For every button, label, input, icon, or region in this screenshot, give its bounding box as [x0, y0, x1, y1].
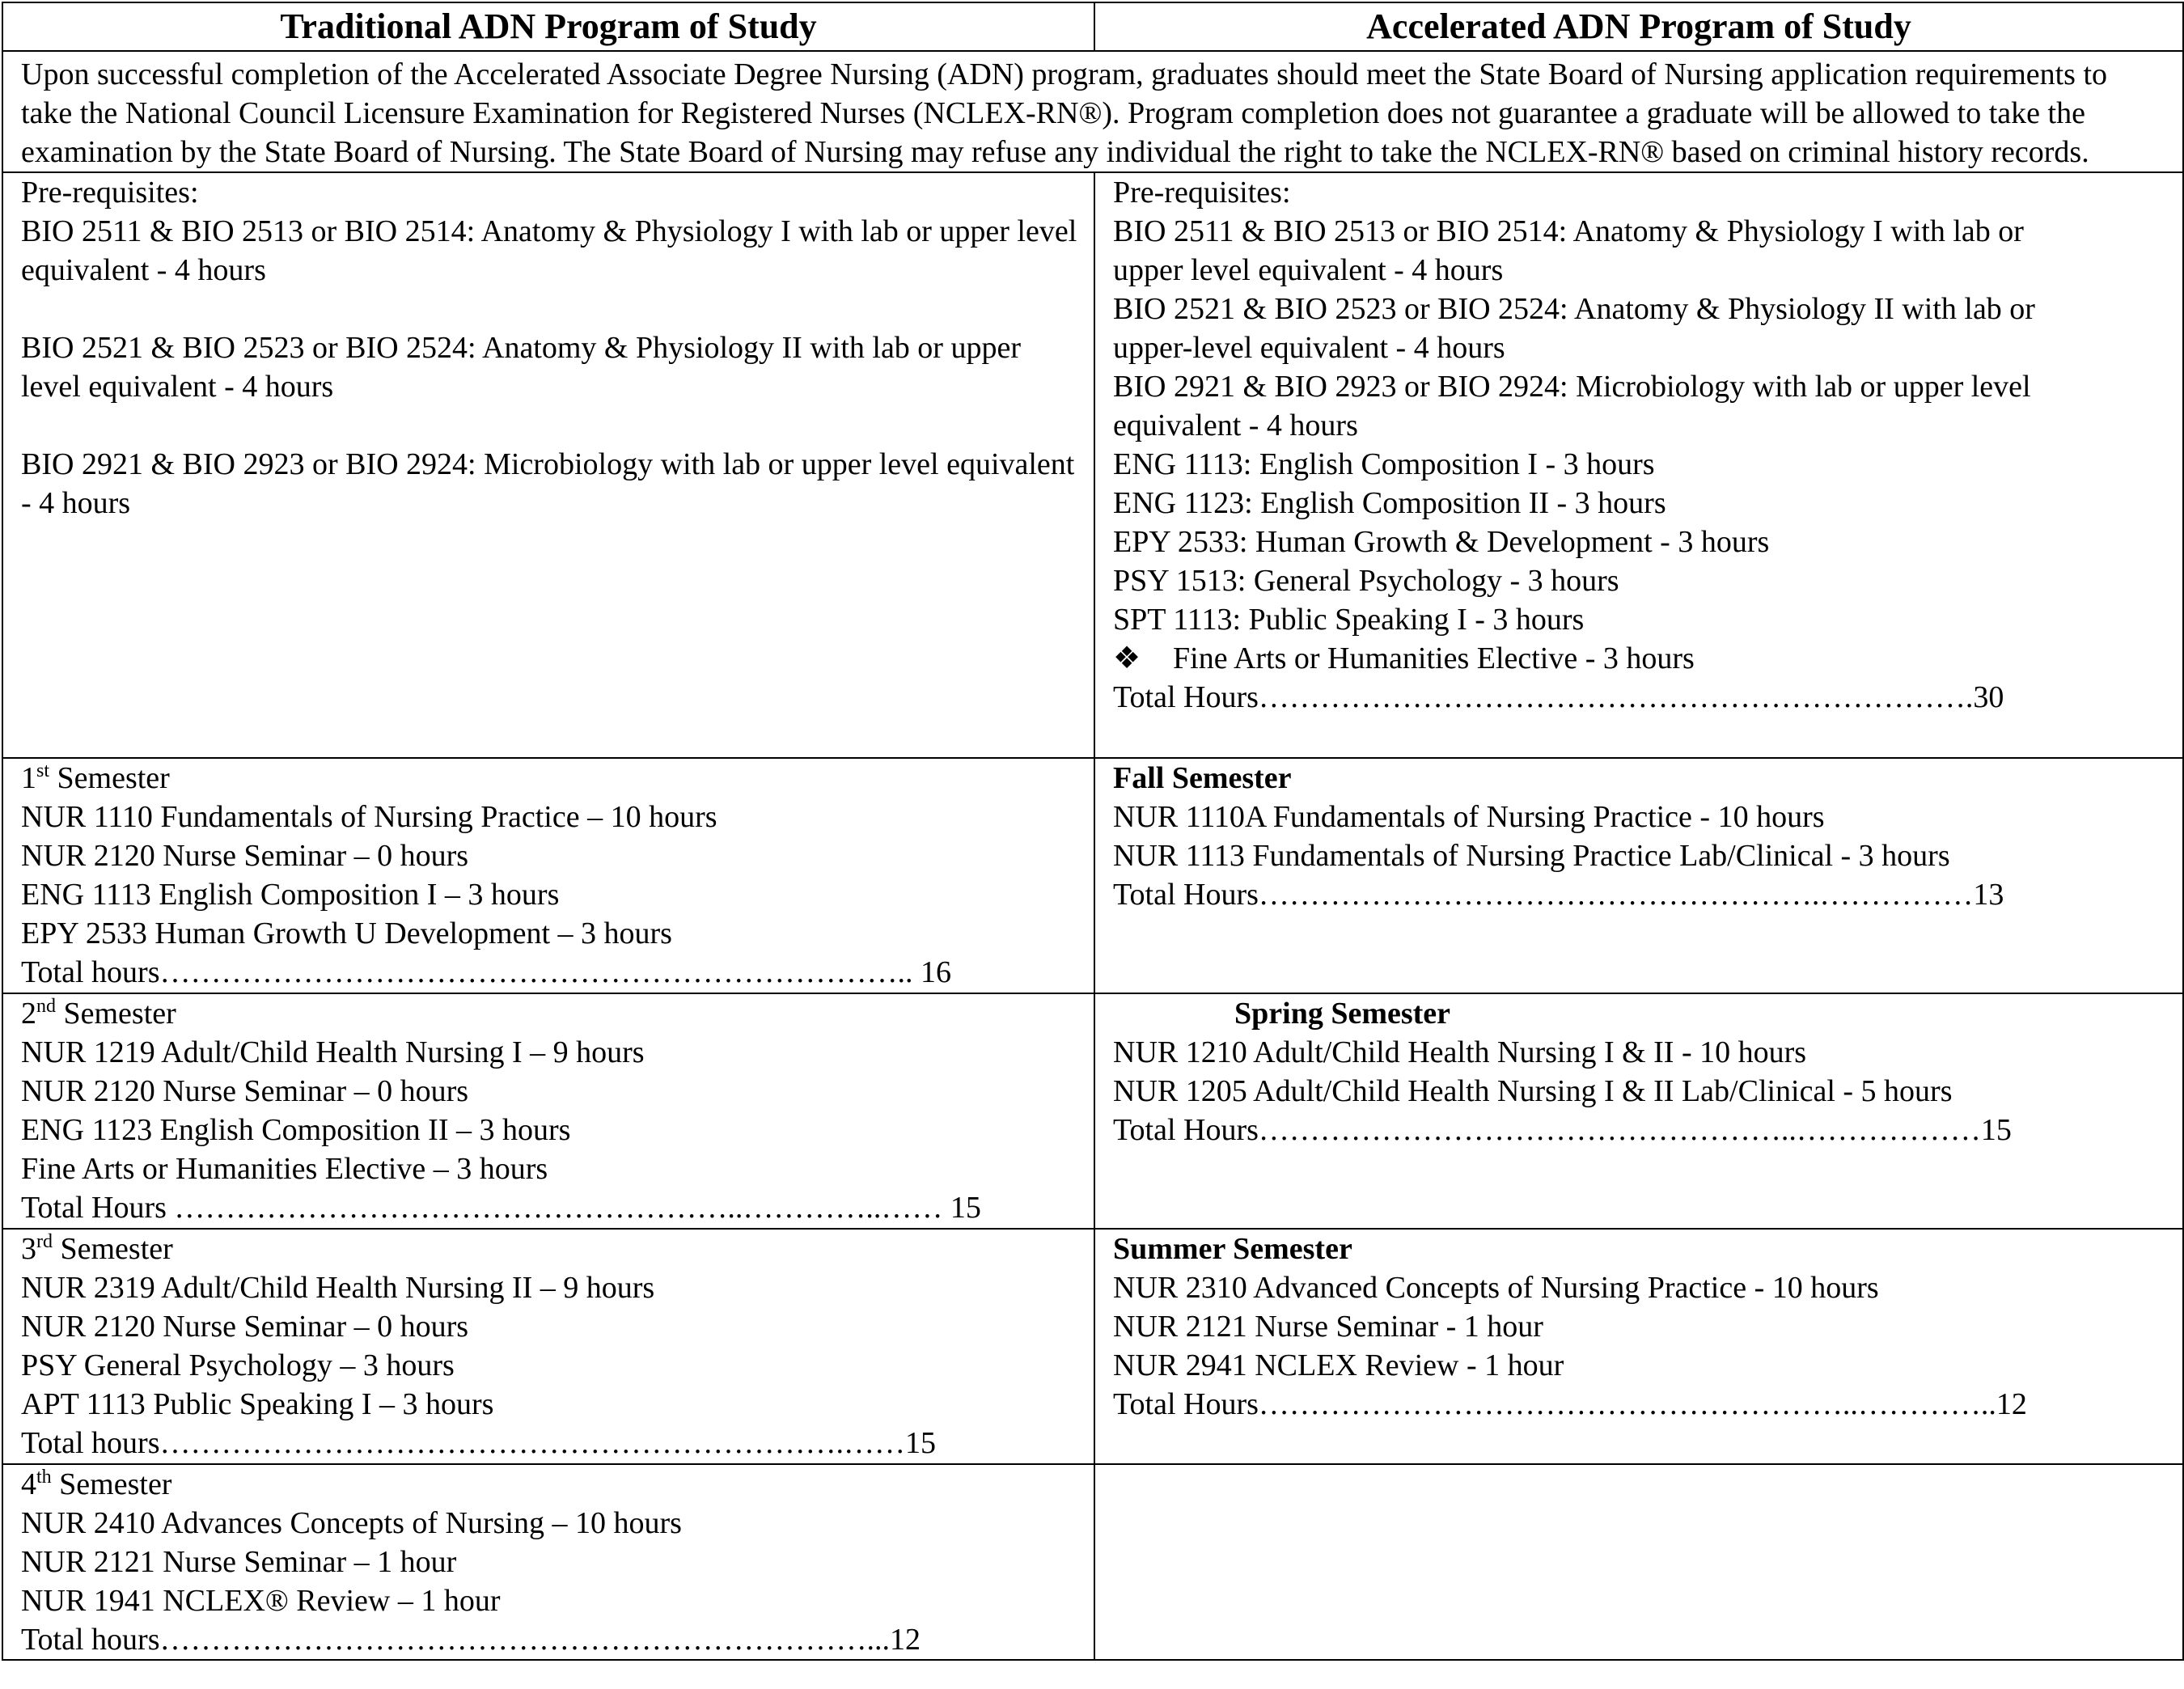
- course-item: NUR 2410 Advances Concepts of Nursing – 10 hours: [21, 1506, 682, 1540]
- semester-title: 2nd Semester: [21, 996, 176, 1031]
- program-comparison-table: [2, 2, 2184, 1661]
- spacer: [21, 290, 1077, 328]
- prereq-line: upper level equivalent - 4 hours: [1113, 253, 1504, 287]
- course-item: ENG 1113 English Composition I – 3 hours: [21, 878, 560, 912]
- empty-cell: [1094, 1464, 2183, 1660]
- semester-row-3: [2, 1229, 2183, 1464]
- course-item: NUR 2310 Advanced Concepts of Nursing Practice - 10 hours: [1113, 1271, 1879, 1305]
- header-row: [2, 2, 2183, 51]
- prereq-line: BIO 2511 & BIO 2513 or BIO 2514: Anatomy & Physiology I with lab or: [1113, 214, 2024, 248]
- course-item: Fine Arts or Humanities Elective – 3 hours: [21, 1152, 548, 1186]
- prereq-line: SPT 1113: Public Speaking I - 3 hours: [1113, 603, 1585, 637]
- semester-row-1: [2, 758, 2183, 993]
- prereq-line: ENG 1113: English Composition I - 3 hours: [1113, 447, 1655, 481]
- prereq-title: Pre-requisites:: [1113, 176, 1291, 210]
- course-item: NUR 1210 Adult/Child Health Nursing I & II - 10 hours: [1113, 1035, 1807, 1069]
- prereq-item: BIO 2521 & BIO 2523 or BIO 2524: Anatomy & Physiology II with lab or upper level equivalent - 4 hours: [21, 331, 1021, 404]
- course-item: NUR 1110A Fundamentals of Nursing Practice - 10 hours: [1113, 800, 1825, 834]
- total-hours: Total hours………………………………………………………….……15: [21, 1426, 936, 1460]
- accelerated-summer-semester: [1094, 1229, 2183, 1464]
- traditional-semester-1: [2, 758, 1094, 993]
- course-item: NUR 2319 Adult/Child Health Nursing II – 9 hours: [21, 1271, 655, 1305]
- prereq-line: equivalent - 4 hours: [1113, 408, 1358, 442]
- traditional-prereq-cell: [2, 172, 1094, 758]
- semester-title: Summer Semester: [1113, 1232, 1352, 1266]
- total-hours: Total hours……………………………………………………………….. 16: [21, 955, 951, 989]
- prereq-line: PSY 1513: General Psychology - 3 hours: [1113, 564, 1619, 598]
- accelerated-header: Accelerated ADN Program of Study: [1094, 2, 2183, 51]
- semester-row-4: [2, 1464, 2183, 1660]
- prereq-line: ENG 1123: English Composition II - 3 hours: [1113, 486, 1666, 520]
- diamond-bullet-icon: ❖: [1113, 641, 1141, 675]
- prereq-title: Pre-requisites:: [21, 176, 199, 210]
- prereq-item: BIO 2511 & BIO 2513 or BIO 2514: Anatomy & Physiology I with lab or upper level equivalent - 4 hours: [21, 214, 1077, 287]
- course-item: ENG 1123 English Composition II – 3 hours: [21, 1113, 571, 1147]
- course-item: NUR 1113 Fundamentals of Nursing Practice Lab/Clinical - 3 hours: [1113, 839, 1950, 873]
- total-hours: Total Hours…………………………………………………..…………..12: [1113, 1387, 2027, 1421]
- course-item: PSY General Psychology – 3 hours: [21, 1348, 455, 1382]
- course-item: NUR 1219 Adult/Child Health Nursing I – 9 hours: [21, 1035, 645, 1069]
- course-item: NUR 2121 Nurse Seminar - 1 hour: [1113, 1310, 1543, 1344]
- prereq-line: upper-level equivalent - 4 hours: [1113, 331, 1505, 365]
- bullet-list-item: [1113, 639, 2166, 678]
- course-item: NUR 1941 NCLEX® Review – 1 hour: [21, 1584, 501, 1618]
- prereq-line: BIO 2921 & BIO 2923 or BIO 2924: Microbiology with lab or upper level: [1113, 370, 2031, 404]
- total-hours: Total Hours……………………………………………..………………15: [1113, 1113, 2012, 1147]
- course-item: NUR 2120 Nurse Seminar – 0 hours: [21, 1074, 469, 1108]
- prereq-row: [2, 172, 2183, 758]
- prereq-line: BIO 2521 & BIO 2523 or BIO 2524: Anatomy & Physiology II with lab or: [1113, 292, 2035, 326]
- semester-title: 3rd Semester: [21, 1231, 173, 1266]
- course-item: NUR 1110 Fundamentals of Nursing Practice – 10 hours: [21, 800, 717, 834]
- course-item: NUR 2120 Nurse Seminar – 0 hours: [21, 839, 469, 873]
- total-hours: Total Hours…………………………………………………………….30: [1113, 680, 2004, 714]
- semester-title: Fall Semester: [1113, 761, 1292, 795]
- traditional-semester-4: [2, 1464, 1094, 1660]
- bullet-text: Fine Arts or Humanities Elective - 3 hours: [1173, 641, 1695, 675]
- course-item: NUR 2941 NCLEX Review - 1 hour: [1113, 1348, 1564, 1382]
- accelerated-spring-semester: [1094, 993, 2183, 1229]
- intro-row: [2, 51, 2183, 172]
- course-item: NUR 1205 Adult/Child Health Nursing I & II Lab/Clinical - 5 hours: [1113, 1074, 1953, 1108]
- accelerated-prereq-cell: [1094, 172, 2183, 758]
- traditional-semester-2: [2, 993, 1094, 1229]
- total-hours: Total Hours……………………………………………….……………13: [1113, 878, 2004, 912]
- prereq-item: BIO 2921 & BIO 2923 or BIO 2924: Microbiology with lab or upper level equivalent - 4 hours: [21, 447, 1075, 520]
- semester-title: 4th Semester: [21, 1467, 172, 1501]
- total-hours: Total hours……………………………………………………………...12: [21, 1623, 921, 1657]
- course-item: EPY 2533 Human Growth U Development – 3 hours: [21, 916, 672, 950]
- semester-title: Spring Semester: [1234, 997, 1451, 1031]
- prereq-line: EPY 2533: Human Growth & Development - 3 hours: [1113, 525, 1770, 559]
- accelerated-fall-semester: [1094, 758, 2183, 993]
- course-item: NUR 2121 Nurse Seminar – 1 hour: [21, 1545, 457, 1579]
- semester-title: 1st Semester: [21, 760, 170, 795]
- traditional-header: Traditional ADN Program of Study: [2, 2, 1094, 51]
- total-hours: Total Hours ………………………………………………..…………..…… 15: [21, 1191, 981, 1225]
- course-item: NUR 2120 Nurse Seminar – 0 hours: [21, 1310, 469, 1344]
- course-item: APT 1113 Public Speaking I – 3 hours: [21, 1387, 494, 1421]
- spacer: [21, 406, 1077, 445]
- traditional-semester-3: [2, 1229, 1094, 1464]
- semester-row-2: [2, 993, 2183, 1229]
- intro-paragraph: Upon successful completion of the Accelerated Associate Degree Nursing (ADN) program, graduates should meet the State Board of Nursing application requirements to take the National Council Licensure Examination for Registered Nurses (NCLEX-RN®). Program completion does not guarantee a graduate will be allowed to take the examination by the State Board of Nursing. The State Board of Nursing may refuse any individual the right to take the NCLEX-RN® based on criminal history records.: [2, 51, 2183, 172]
